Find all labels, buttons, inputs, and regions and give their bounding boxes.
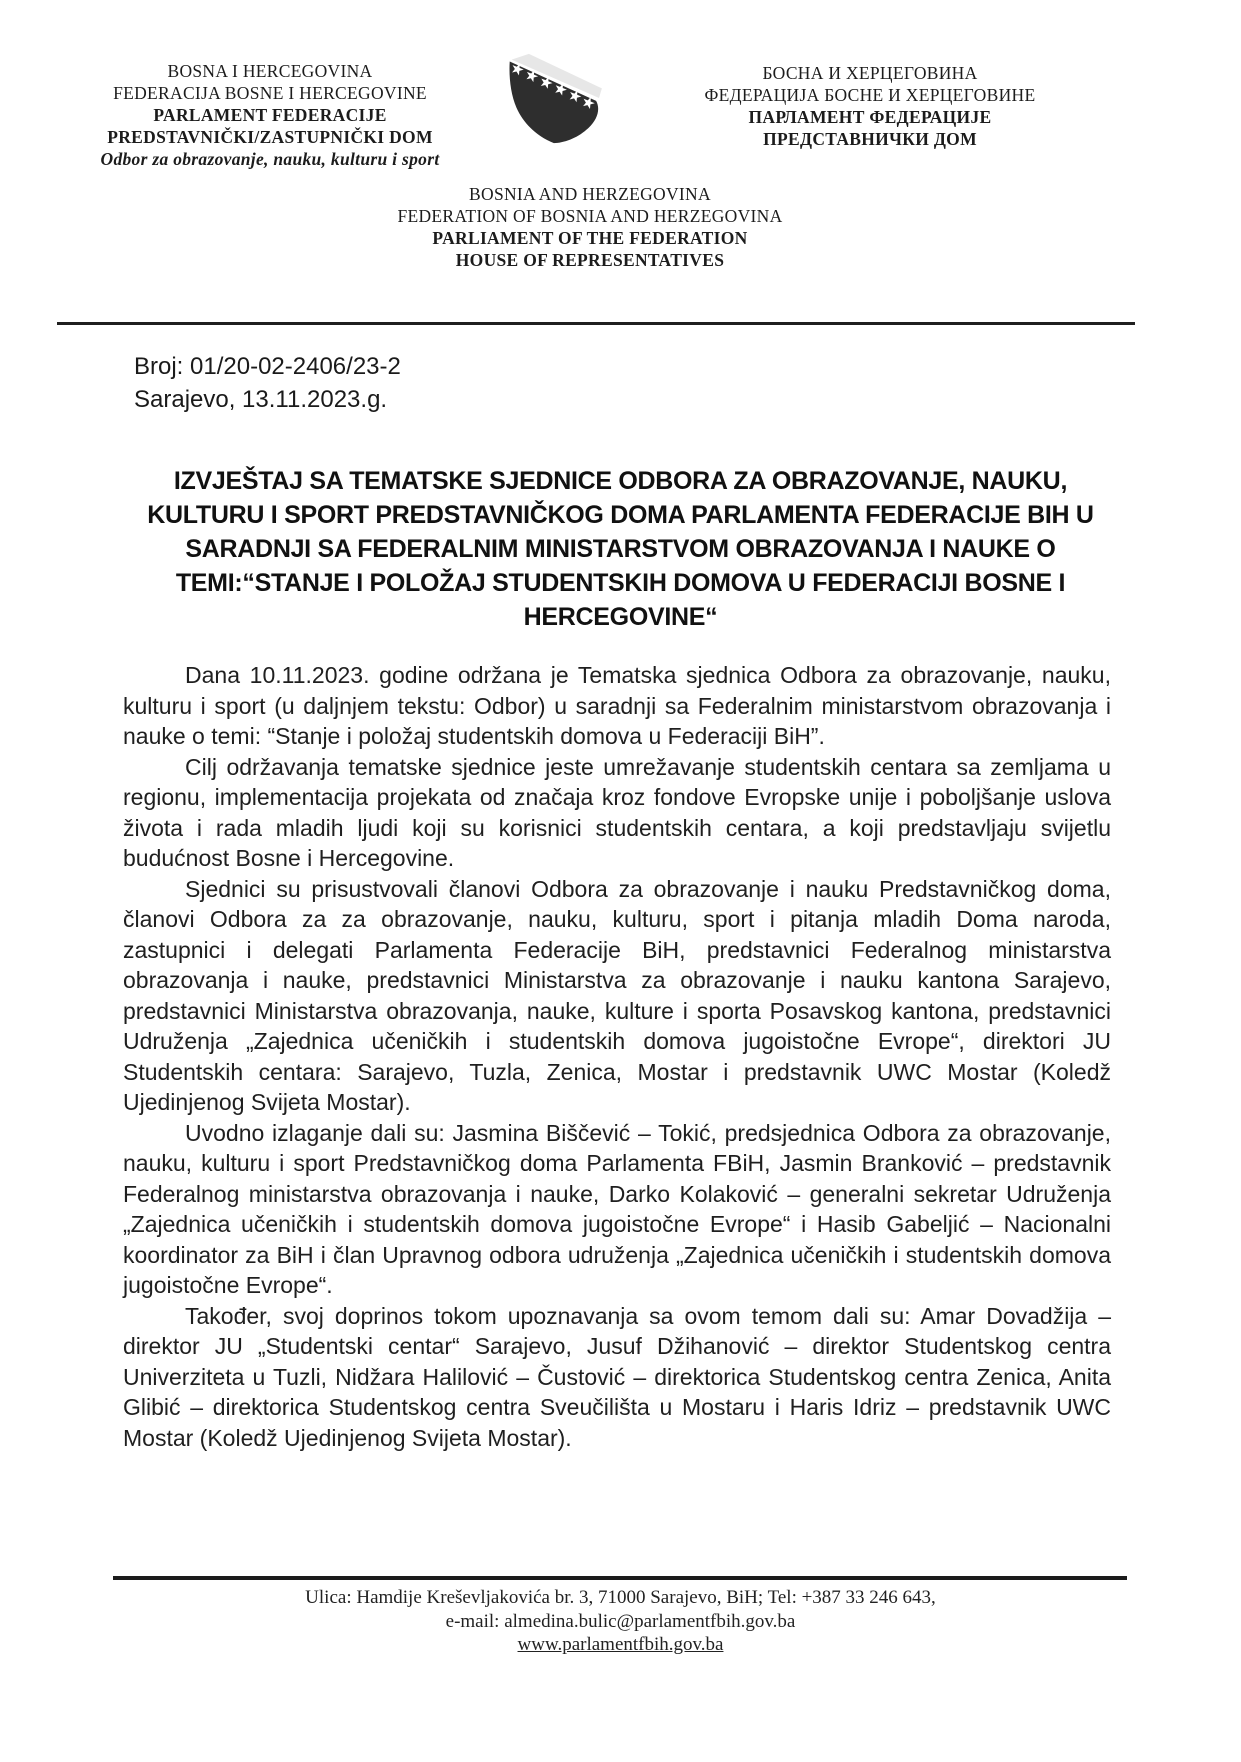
letterhead-bosnian-line: PREDSTAVNIČKI/ZASTUPNIČKI DOM: [107, 127, 433, 147]
report-body: [123, 660, 1111, 1453]
header-divider: [57, 322, 1135, 325]
letterhead-english: [295, 183, 885, 271]
footer-email: e-mail: almedina.bulic@parlamentfbih.gov.ba: [445, 1610, 796, 1632]
fbih-coat-of-arms-icon: [488, 50, 614, 146]
letterhead-cyrillic-line: БОСНА И ХЕРЦЕГОВИНА: [762, 63, 978, 83]
footer-address: Ulica: Hamdije Kreševljakovića br. 3, 71000 Sarajevo, BiH; Tel: +387 33 246 643,: [305, 1587, 936, 1608]
letterhead-bosnian-line: PARLAMENT FEDERACIJE: [153, 105, 387, 125]
letterhead-bosnian: [55, 60, 485, 170]
letterhead-english-line: FEDERATION OF BOSNIA AND HERZEGOVINA: [397, 206, 783, 226]
report-title: IZVJEŠTAJ SA TEMATSKE SJEDNICE ODBORA ZA OBRAZOVANJE, NAUKU, KULTURU I SPORT PREDSTAVNIČKOG DOMA PARLAMENTA FEDERACIJE BIH U SARADNJI SA FEDERALNIM MINISTARSTVOM OBRAZOVANJA I NAUKE O TEMI:“STANJE I POLOŽAJ STUDENTSKIH DOMOVA U FEDERACIJI BOSNE I HERCEGOVINE“: [147, 467, 1094, 631]
letterhead-bosnian-line: FEDERACIJA BOSNE I HERCEGOVINE: [113, 83, 427, 103]
body-paragraph: Cilj održavanja tematske sjednice jeste umrežavanje studentskih centara sa zemljama u regionu, implementacija projekata od značaja kroz fondove Evropske unije i poboljšanje uslova života i rada mladih ljudi koji su korisnici studentskih centara, a koji predstavljaju svijetlu budućnost Bosne i Hercegovine.: [123, 753, 1111, 871]
body-paragraph: Uvodno izlaganje dali su: Jasmina Biščević – Tokić, predsjednica Odbora za obrazovanje, nauku, kulturu i sport Predstavničkog doma Parlamenta FBiH, Jasmin Branković – predstavnik Federalnog ministarstva obrazovanja i nauke, Darko Kolaković – generalni sekretar Udruženja „Zajednica učeničkih i studentskih domova jugoistočne Evrope“ i Hasib Gabeljić – Nacionalni koordinator za BiH i član Upravnog odbora udruženja „Zajednica učeničkih i studentskih domova jugoistočne Evrope“.: [123, 1119, 1111, 1298]
letterhead-english-line: BOSNIA AND HERZEGOVINA: [469, 184, 711, 204]
body-paragraph: Dana 10.11.2023. godine održana je Tematska sjednica Odbora za obrazovanje, nauku, kulturu i sport (u daljnjem tekstu: Odbor) u saradnji sa Federalnim ministarstvom obrazovanja i nauke o temi: “Stanje i položaj studentskih domova u Federaciji BiH”.: [123, 662, 1111, 749]
body-paragraph: Sjednici su prisustvovali članovi Odbora za obrazovanje i nauku Predstavničkog doma, članovi Odbora za za obrazovanje, nauku, kulturu, sport i pitanja mladih Doma naroda, zastupnici i delegati Parlamenta Federacije BiH, predstavnici Federalnog ministarstva obrazovanja i nauke, predstavnici Ministarstva za obrazovanje i nauku kantona Sarajevo, predstavnici Ministarstva obrazovanja, nauke, kulture i sporta Posavskog kantona, predstavnici Udruženja „Zajednica učeničkih i studentskih domova jugoistočne Evrope“, direktori JU Studentskih centara: Sarajevo, Tuzla, Zenica, Mostar i predstavnik UWC Mostar (Koledž Ujedinjenog Svijeta Mostar).: [123, 875, 1111, 1115]
body-paragraph: Također, svoj doprinos tokom upoznavanja sa ovom temom dali su: Amar Dovadžija – direktor JU „Studentski centar“ Sarajevo, Jusuf Džihanović – direktor Studentskog centra Univerziteta u Tuzli, Nidžara Halilović – Čustović – direktorica Studentskog centra Zenica, Anita Glibić – direktorica Studentskog centra Sveučilišta u Mostaru i Haris Idriz – predstavnik UWC Mostar (Koledž Ujedinjenog Svijeta Mostar).: [123, 1302, 1111, 1451]
letterhead-english-line: HOUSE OF REPRESENTATIVES: [455, 250, 725, 270]
place-and-date: Sarajevo, 13.11.2023.g.: [134, 386, 388, 413]
footer-website-link: www.parlamentfbih.gov.ba: [517, 1634, 724, 1655]
letterhead-cyrillic: [645, 62, 1095, 150]
letterhead-bosnian-line: BOSNA I HERCEGOVINA: [167, 61, 373, 81]
letterhead-cyrillic-line: ПРЕДСТАВНИЧКИ ДОМ: [763, 129, 977, 149]
letterhead-cyrillic-line: ПАРЛАМЕНТ ФЕДЕРАЦИЈЕ: [748, 107, 992, 127]
reference-number: Broj: 01/20-02-2406/23-2: [134, 353, 401, 380]
reference-block: [134, 350, 401, 416]
committee-name: Odbor za obrazovanje, nauku, kulturu i sport: [100, 149, 440, 169]
footer: [120, 1586, 1121, 1657]
letterhead-english-line: PARLIAMENT OF THE FEDERATION: [432, 228, 748, 248]
footer-divider: [113, 1576, 1127, 1580]
letterhead-cyrillic-line: ФЕДЕРАЦИЈА БОСНЕ И ХЕРЦЕГОВИНЕ: [704, 85, 1036, 105]
